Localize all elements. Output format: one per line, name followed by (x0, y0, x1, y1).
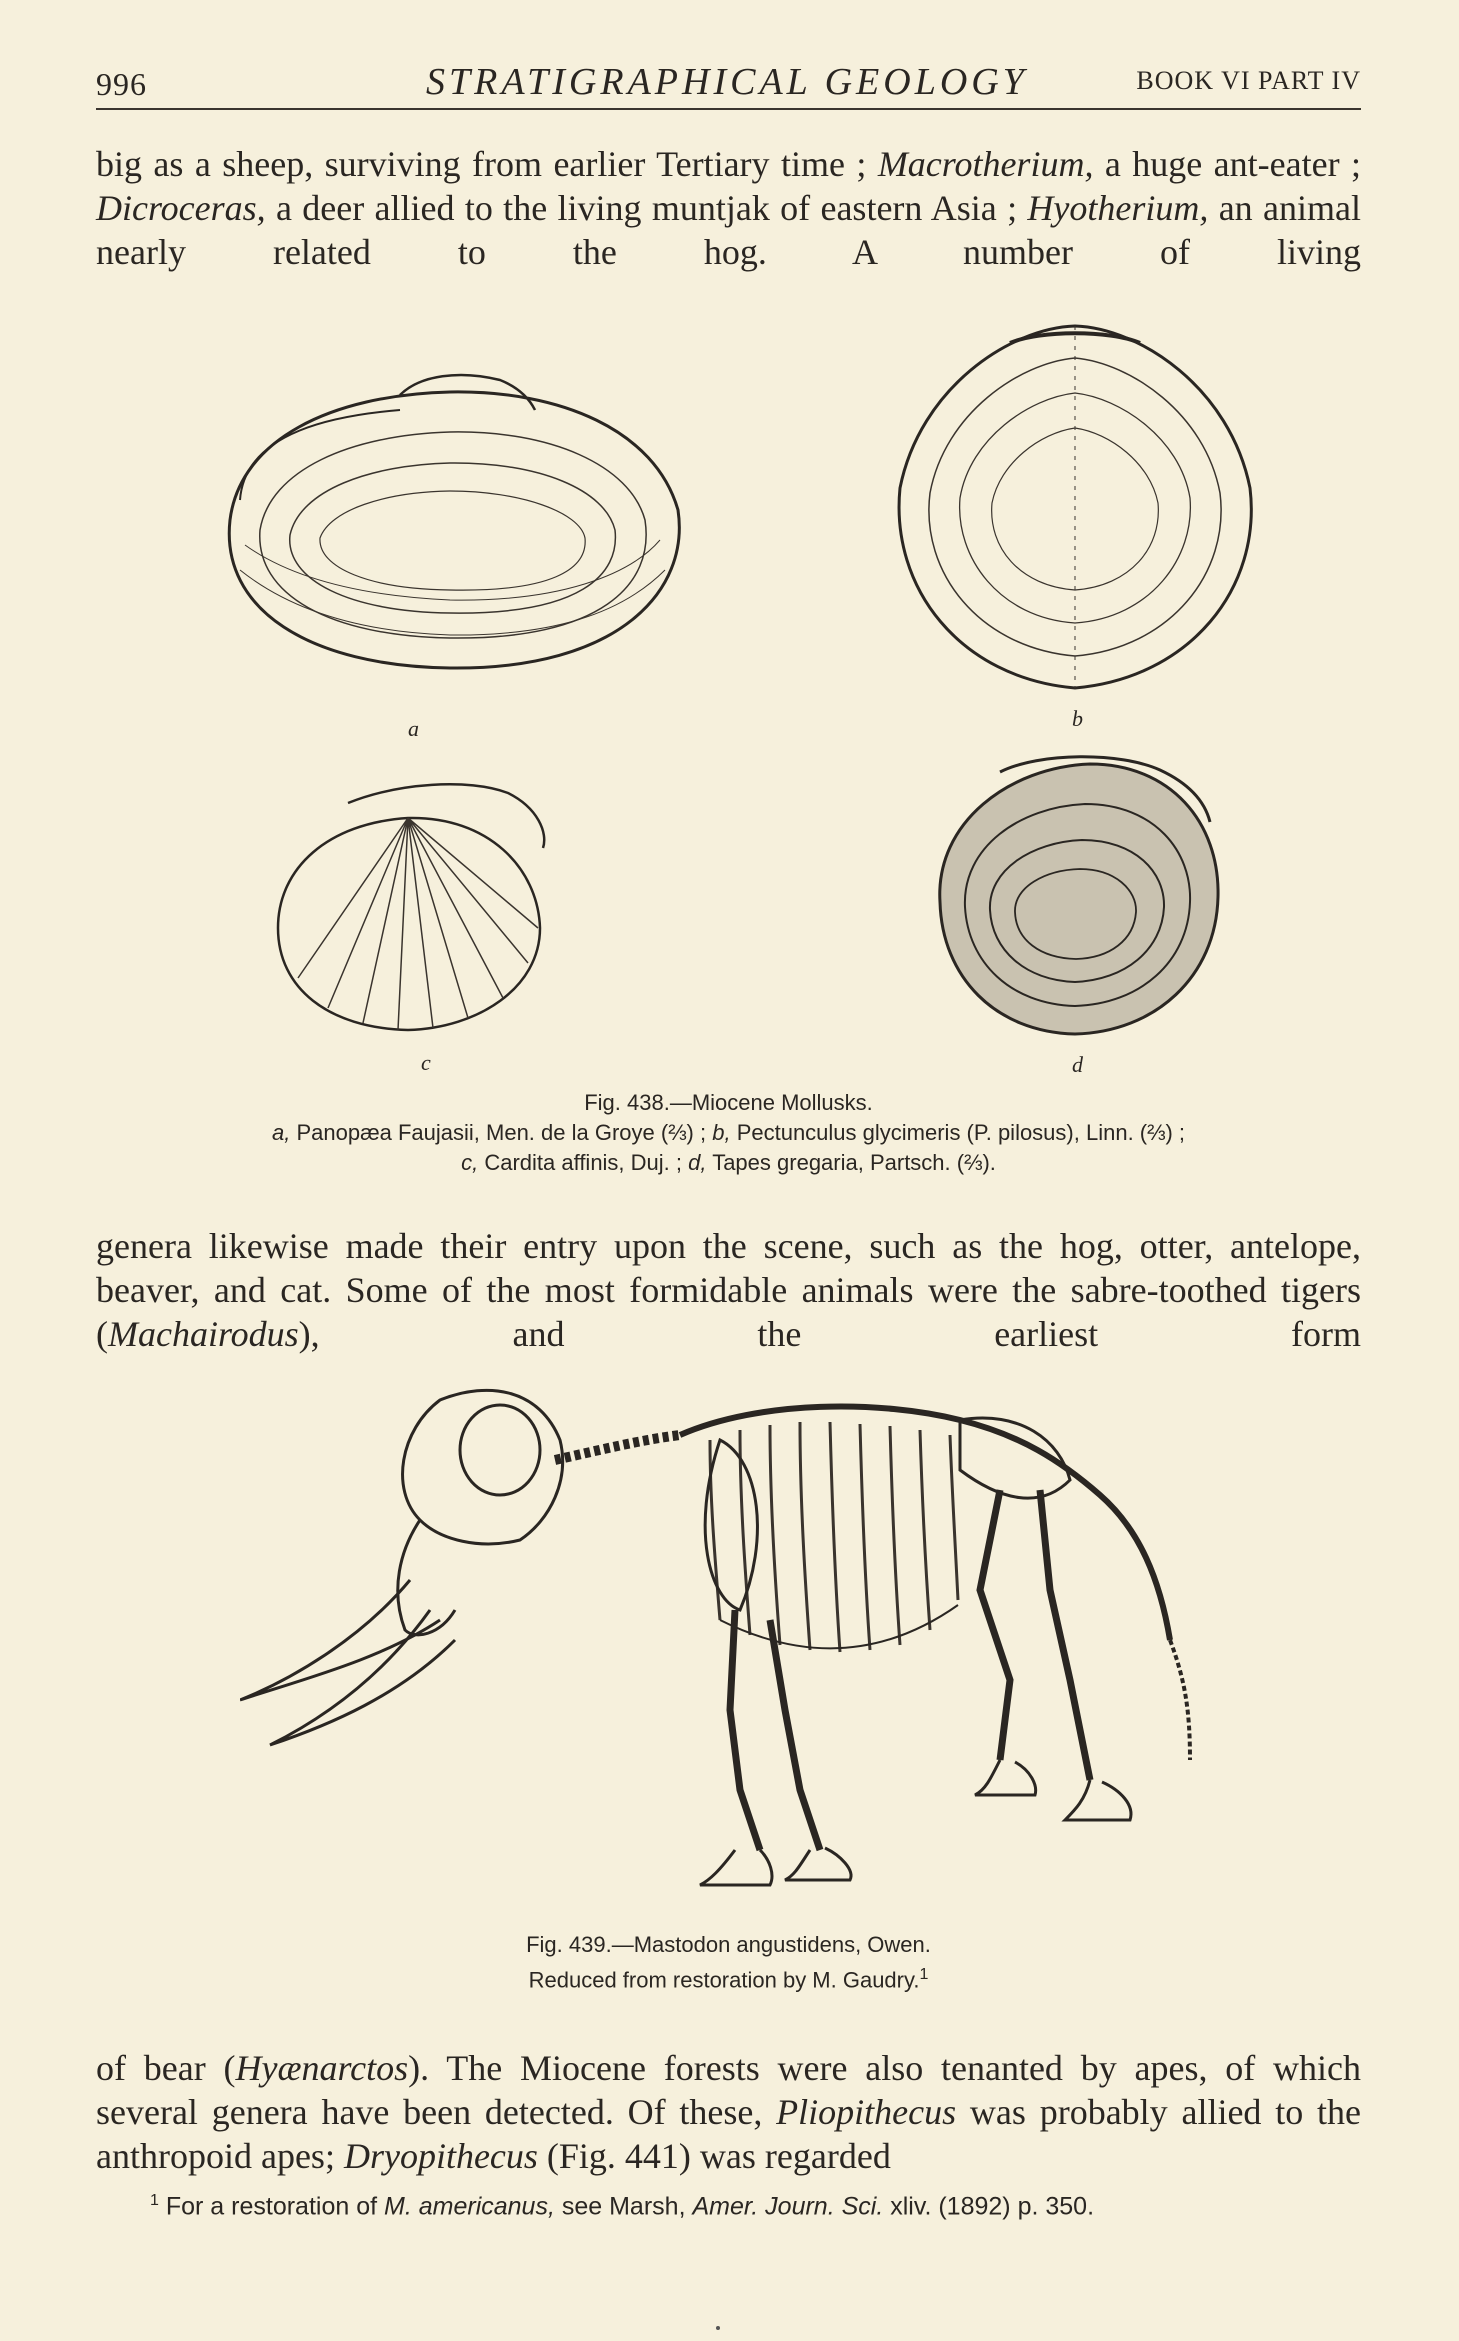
figure-438-title: Fig. 438.—Miocene Mollusks. (584, 1090, 873, 1115)
paragraph-2-text-2: ), and the earliest form (298, 1314, 1361, 1354)
footnote-text-3: xliv. (1892) p. 350. (883, 2192, 1095, 2221)
paragraph-1-text-4: an animal nearly related to the hog. A number of living (96, 188, 1361, 272)
figure-438-label-c: c (421, 1050, 431, 1075)
taxon-dryopithecus: Dryopithecus (343, 2136, 538, 2176)
figure-439-title: Fig. 439.—Mastodon angustidens, Owen. (526, 1932, 931, 1957)
caption-panopaea: Panopæa Faujasii, Men. de la Groye (⅔) ; (290, 1120, 713, 1145)
caption-key-d: d, (688, 1150, 707, 1175)
book-part-label: BOOK VI PART IV (1136, 66, 1361, 95)
taxon-pliopithecus: Pliopithecus (776, 2092, 957, 2132)
caption-pectunculus: Pectunculus glycimeris (P. pilosus), Linn. (⅔) ; (730, 1120, 1186, 1145)
footnote-taxon: M. americanus, (384, 2192, 555, 2221)
paragraph-1 (96, 142, 1361, 274)
paragraph-2-text-1: genera likewise made their entry upon the scene, such as the hog, otter, antelope, beaver, and cat. Some of the most formidable animals were the sabre-toothed tigers ( (96, 1226, 1361, 1354)
taxon-hyotherium: Hyotherium, (1027, 188, 1209, 228)
paragraph-1-text-1: big as a sheep, surviving from earlier Tertiary time ; (96, 144, 878, 184)
caption-key-c: c, (461, 1150, 479, 1175)
page-number: 996 (96, 66, 147, 102)
figure-438-label-d: d (1072, 1052, 1083, 1077)
figure-438-label-b: b (1072, 706, 1083, 731)
paragraph-1-text-3: a deer allied to the living muntjak of eastern Asia ; (265, 188, 1028, 228)
taxon-dicroceras: Dicroceras, (96, 188, 266, 228)
running-header (96, 58, 1361, 110)
footnote-text-2: see Marsh, (554, 2192, 693, 2221)
shell-b-illustration (890, 318, 1260, 698)
footnote-reference: 1 (919, 1966, 929, 1983)
taxon-hyaenarctos: Hyænarctos (235, 2048, 409, 2088)
figure-439-credit: Reduced from restoration by M. Gaudry. (528, 1967, 920, 1993)
paragraph-3-text-4: (Fig. 441) was regarded (537, 2136, 891, 2176)
taxon-machairodus: Machairodus (108, 1314, 299, 1354)
footnote-number: 1 (150, 2192, 159, 2209)
shell-c-illustration (258, 778, 558, 1038)
mastodon-skeleton-illustration (240, 1380, 1220, 1920)
caption-cardita: Cardita affinis, Duj. ; (478, 1150, 689, 1175)
figure-438-caption-line-1 (96, 1118, 1361, 1148)
figure-438-label-a: a (408, 716, 419, 741)
footnote-journal: Amer. Journ. Sci. (692, 2192, 884, 2221)
footnote (150, 2192, 1360, 2221)
taxon-macrotherium: Macrotherium, (877, 144, 1094, 184)
figure-438-caption-line-2 (96, 1148, 1361, 1178)
shell-d-illustration (920, 752, 1230, 1042)
paragraph-2 (96, 1224, 1361, 1356)
caption-tapes: Tapes gregaria, Partsch. (⅔). (706, 1150, 996, 1175)
paragraph-3-text-1: of bear ( (96, 2048, 236, 2088)
paragraph-3-text-2: ). The Miocene forests were also tenanted by apes, of which several genera have been detected. Of these, (96, 2048, 1361, 2132)
paragraph-3 (96, 2046, 1361, 2178)
figure-439-caption (96, 1930, 1361, 1995)
figure-439-caption-line-2 (96, 1960, 1361, 1995)
caption-key-b: b, (712, 1120, 731, 1145)
caption-key-a: a, (271, 1120, 291, 1145)
shell-a-illustration (200, 370, 690, 690)
footnote-text-1: For a restoration of (158, 2192, 385, 2221)
paragraph-3-text-3: was probably allied to the anthropoid apes; (96, 2092, 1361, 2176)
running-title: STRATIGRAPHICAL GEOLOGY (426, 61, 1028, 103)
figure-438-caption (96, 1088, 1361, 1178)
paragraph-1-text-2: a huge ant-eater ; (1093, 144, 1361, 184)
print-speck (716, 2326, 720, 2330)
